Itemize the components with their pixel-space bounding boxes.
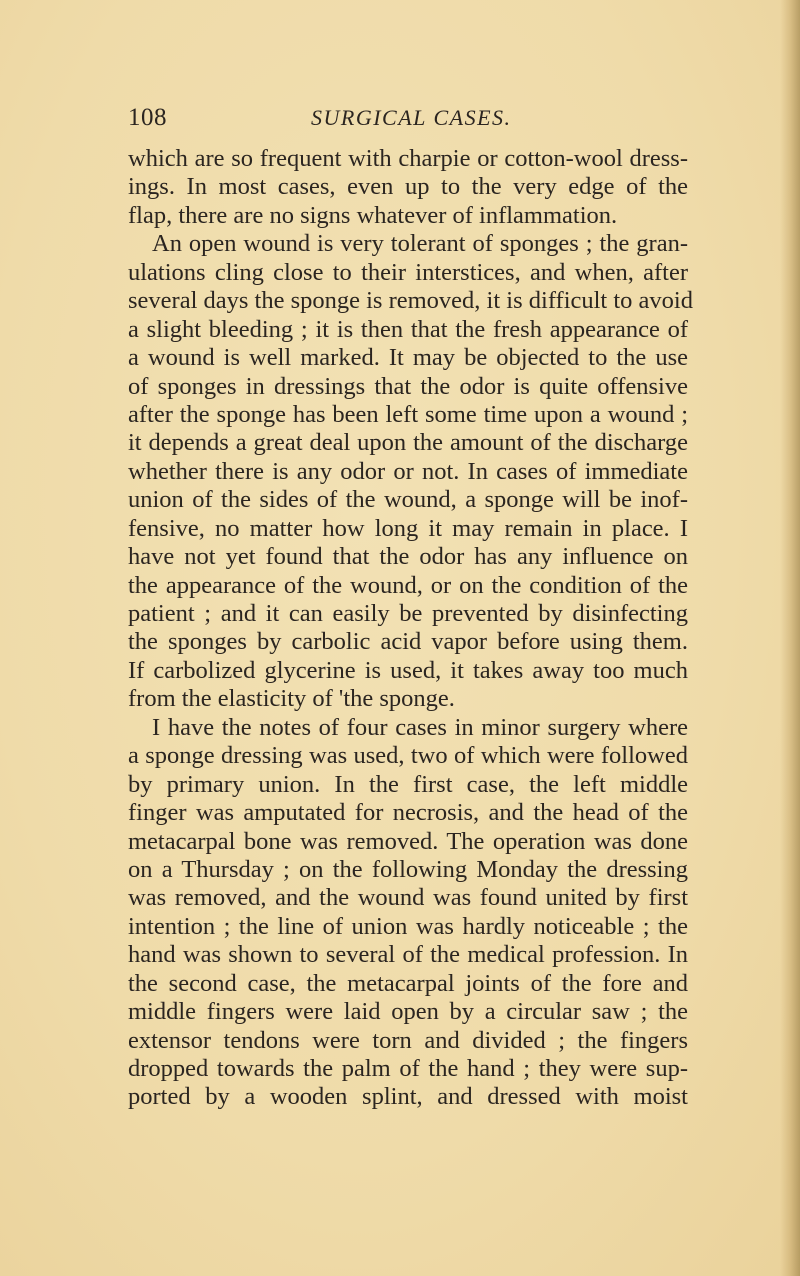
text-line: extensor tendons were torn and divided ; the fingers (128, 1026, 688, 1054)
text-line: ported by a wooden splint, and dressed with moist (128, 1083, 688, 1111)
text-line: the appearance of the wound, or on the condition of the (128, 571, 688, 599)
text-line: metacarpal bone was removed. The operation was done (128, 827, 688, 855)
running-title: SURGICAL CASES. (311, 105, 512, 130)
text-line: fensive, no matter how long it may remain in place. I (128, 514, 688, 542)
text-line: intention ; the line of union was hardly noticeable ; the (128, 912, 688, 940)
text-line: it depends a great deal upon the amount of the discharge (128, 429, 688, 457)
text-line: whether there is any odor or not. In cases of immediate (128, 457, 688, 485)
text-line: from the elasticity of 'the sponge. (128, 685, 455, 713)
text-line: patient ; and it can easily be prevented by disinfecting (128, 600, 688, 627)
text-line: ulations cling close to their interstices, and when, after (128, 258, 688, 286)
text-line: union of the sides of the wound, a sponge will be inof- (128, 486, 688, 514)
text-line: the second case, the metacarpal joints of the fore and (128, 969, 688, 997)
text-line: An open wound is very tolerant of sponges ; the gran- (152, 230, 688, 258)
text-line: I have the notes of four cases in minor surgery where (152, 713, 688, 741)
text-line: a sponge dressing was used, two of which were followed (128, 742, 688, 770)
text-line: dropped towards the palm of the hand ; they were sup- (128, 1055, 688, 1082)
text-line: after the sponge has been left some time upon a wound ; (128, 400, 688, 428)
text-line: ings. In most cases, even up to the very edge of the (128, 173, 688, 201)
text-line: several days the sponge is removed, it is difficult to avoid (128, 287, 693, 315)
text-line: by primary union. In the first case, the left middle (128, 770, 688, 798)
text-line: a wound is well marked. It may be objected to the use (128, 344, 688, 372)
body-text (128, 145, 693, 1112)
page-number: 108 (128, 104, 167, 131)
text-line: a slight bleeding ; it is then that the fresh appearance of (128, 315, 688, 343)
text-line: hand was shown to several of the medical profession. In (128, 941, 688, 969)
text-line: finger was amputated for necrosis, and the head of the (128, 799, 688, 827)
text-line: middle fingers were laid open by a circular saw ; the (128, 998, 688, 1026)
page-header (128, 104, 688, 134)
text-line: was removed, and the wound was found united by first (128, 884, 688, 912)
text-line: which are so frequent with charpie or cotton-wool dress- (128, 145, 688, 172)
text-line: of sponges in dressings that the odor is quite offensive (128, 372, 688, 400)
text-line: the sponges by carbolic acid vapor before using them. (128, 628, 688, 656)
text-line: flap, there are no signs whatever of inflammation. (128, 201, 618, 229)
text-line: on a Thursday ; on the following Monday the dressing (128, 855, 688, 883)
text-line: have not yet found that the odor has any influence on (128, 543, 688, 571)
text-line: If carbolized glycerine is used, it takes away too much (128, 656, 688, 684)
